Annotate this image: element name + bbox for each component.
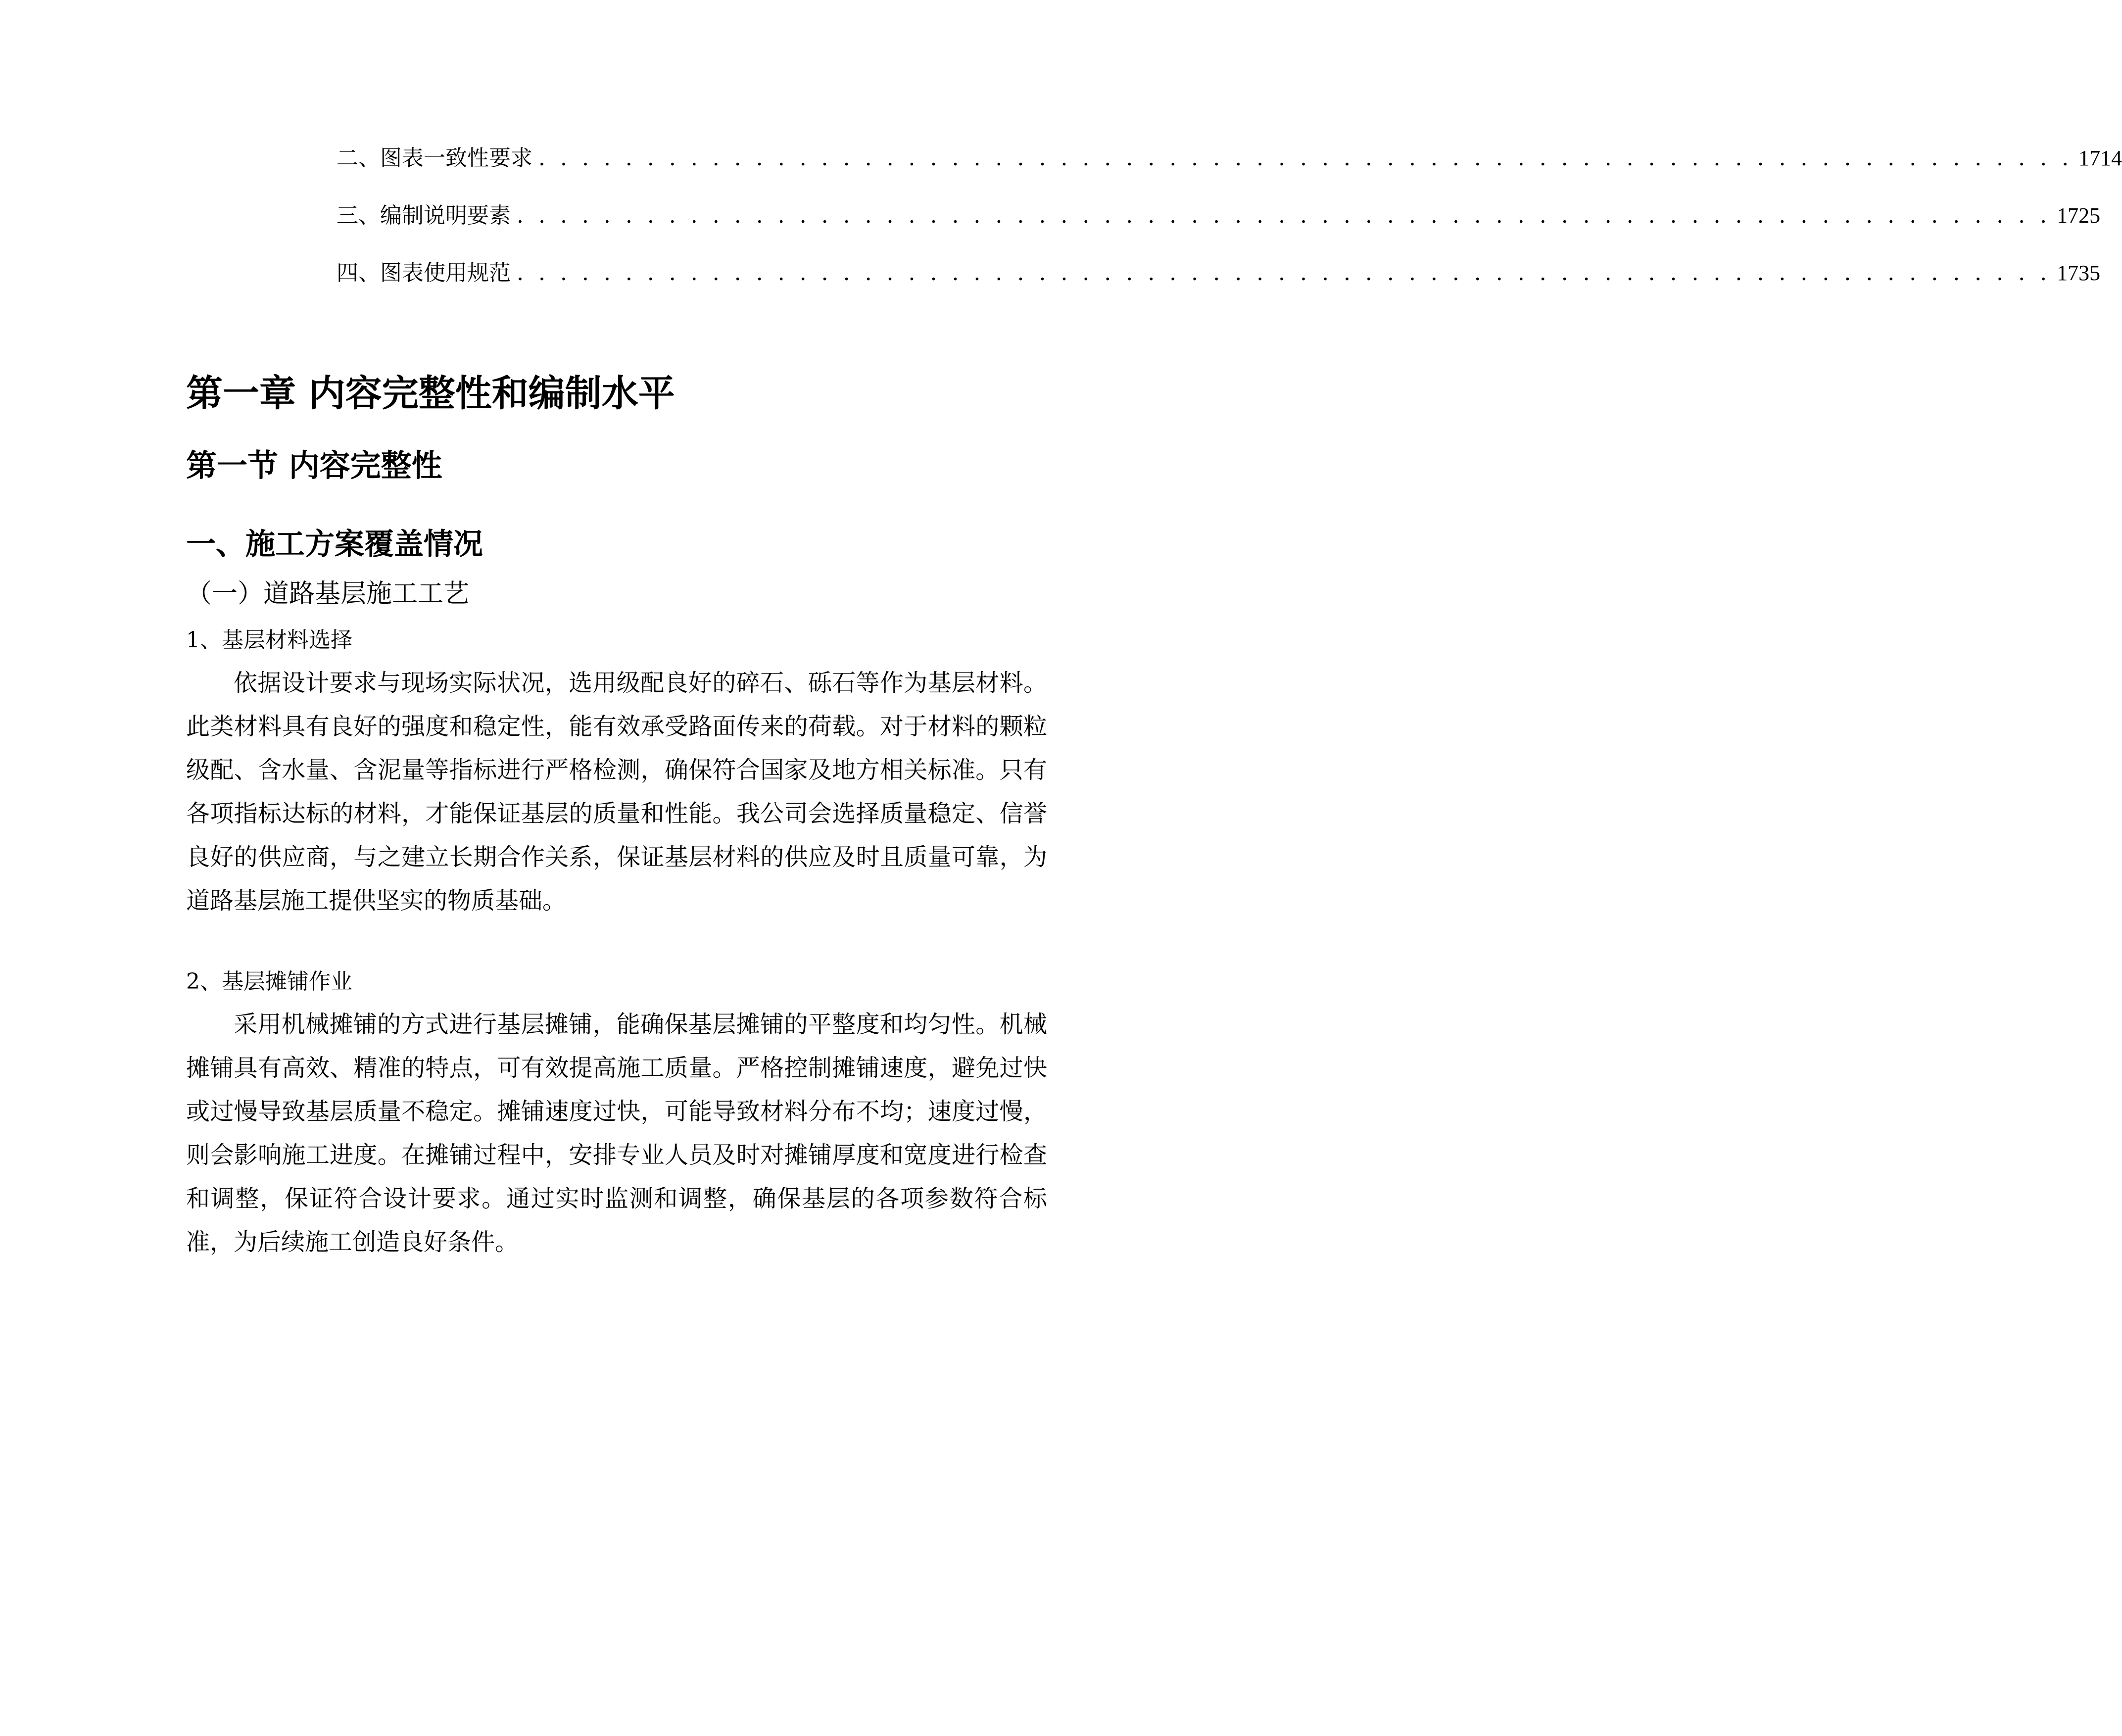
body-paragraph-paving-operation: 采用机械摊铺的方式进行基层摊铺，能确保基层摊铺的平整度和均匀性。机械摊铺具有高效、精准的特点，可有效提高施工质量。严格控制摊铺速度，避免过快或过慢导致基层质量不稳定。摊铺速度过快，可能导致材料分布不均；速度过慢，则会影响施工进度。在摊铺过程中，安排专业人员及时对摊铺厚度和宽度进行检查和调整，保证符合设计要求。通过实时监测和调整，确保基层的各项参数符合标准，为后续施工创造良好条件。 (186, 1011, 1047, 1256)
toc-entry-page: 1714 (2078, 146, 2122, 170)
toc-leader-dots: . . . . . . . . . . . . . . . . . . . . . . . . . . . . . . . . . . . . . . . . . . . . . . . . . . . . . . . . . . . . . . . . . . . . . . . (517, 203, 2051, 228)
body-paragraph-material-selection: 依据设计要求与现场实际状况，选用级配良好的碎石、砾石等作为基层材料。此类材料具有良好的强度和稳定性，能有效承受路面传来的荷载。对于材料的颗粒级配、含水量、含泥量等指标进行严格检测，确保符合国家及地方相关标准。只有各项指标达标的材料，才能保证基层的质量和性能。我公司会选择质量稳定、信誉良好的供应商，与之建立长期合作关系，保证基层材料的供应及时且质量可靠，为道路基层施工提供坚实的物质基础。 (186, 669, 1047, 915)
toc-leader-dots: . . . . . . . . . . . . . . . . . . . . . . . . . . . . . . . . . . . . . . . . . . . . . . . . . . . . . . . . . . . . . . . . . . . . . . . (538, 145, 2073, 171)
toc-entry-title: 图表一致性要求 (380, 145, 532, 171)
toc-entry[interactable] (337, 144, 2122, 201)
toc-entry-title: 编制说明要素 (380, 203, 511, 228)
toc-entry[interactable] (337, 201, 2101, 258)
toc-entry-title: 图表使用规范 (380, 260, 511, 286)
toc-entry-number: 二、 (337, 145, 380, 171)
subsection-heading: 一、施工方案覆盖情况 (186, 527, 483, 562)
item-heading-material-selection: 1、基层材料选择 (186, 627, 352, 653)
item-heading-paving-operation: 2、基层摊铺作业 (186, 969, 352, 994)
toc-entry-number: 四、 (337, 260, 380, 286)
toc-leader-dots: . . . . . . . . . . . . . . . . . . . . . . . . . . . . . . . . . . . . . . . . . . . . . . . . . . . . . . . . . . . . . . . . . . . . . . . (517, 260, 2051, 286)
toc-entry-page: 1735 (2057, 261, 2101, 285)
toc-entry-page: 1725 (2057, 203, 2101, 228)
table-of-contents (337, 144, 2122, 316)
subsubsection-heading: （一）道路基层施工工艺 (186, 579, 470, 609)
toc-entry[interactable] (337, 258, 2101, 316)
chapter-heading: 第一章 内容完整性和编制水平 (186, 372, 675, 415)
section-heading: 第一节 内容完整性 (186, 447, 442, 483)
toc-entry-number: 三、 (337, 203, 380, 228)
